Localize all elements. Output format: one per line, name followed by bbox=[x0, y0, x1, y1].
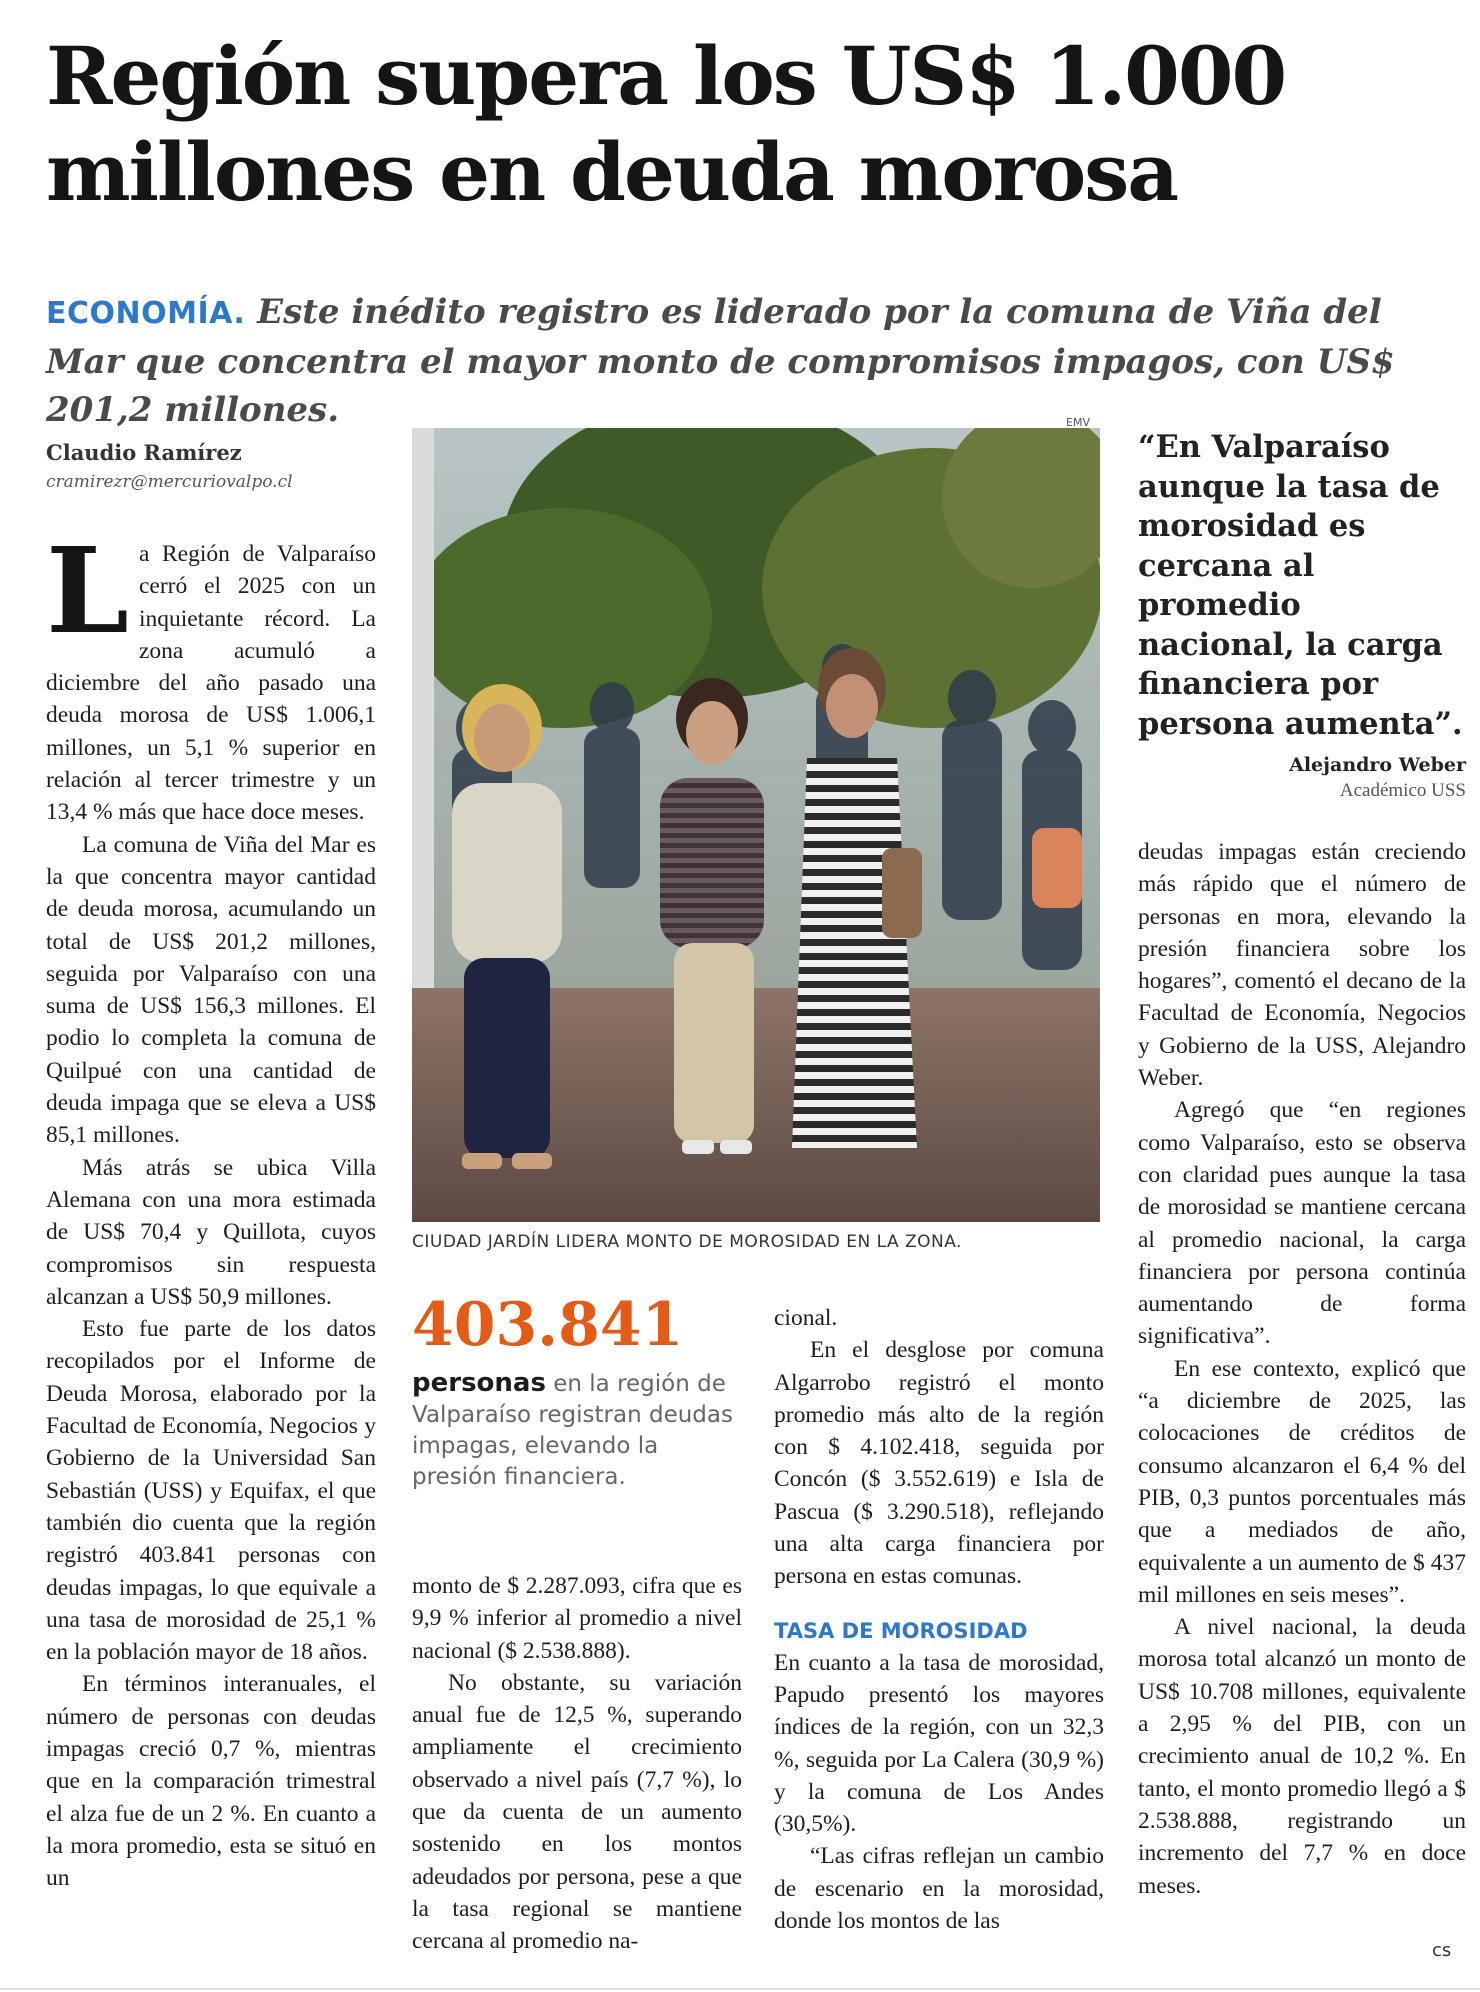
paragraph: En cuanto a la tasa de morosidad, Papudo presentó los mayores índices de la región, con un 32,3 %, seguida por La Calera (30,9 %) y la comuna de Los Andes (30,5%). bbox=[774, 1649, 1104, 1838]
stat-description bbox=[412, 1368, 742, 1493]
quote-role: Académico USS bbox=[1339, 780, 1466, 801]
paragraph: La comuna de Viña del Mar es la que concentra mayor cantidad de deuda morosa, acumulando un total de US$ 201,2 millones, seguida por Valparaíso con una suma de US$ 156,3 millones. El podio lo completa la comuna de Quilpué con una cantidad de deuda impaga que se eleva a US$ 85,1 millones. bbox=[46, 831, 376, 1149]
deck-text: Este inédito registro es liderado por la comuna de Viña del Mar que concentra el mayor monto de compromisos impagos, con US$ 201,2 millones. bbox=[46, 292, 1395, 430]
stat-box bbox=[412, 1290, 742, 1493]
subheading: TASA DE MOROSIDAD bbox=[774, 1618, 1028, 1643]
photo-credit: EMV bbox=[1066, 416, 1090, 429]
paragraph: En términos interanuales, el número de personas con deudas impagas creció 0,7 %, mientras que en la comparación trimestral el alza fue de un 2 %. En cuanto a la mora promedio, esta se situó en un bbox=[46, 1671, 376, 1892]
paragraph: deudas impagas están creciendo más rápido que el número de personas en mora, elevando la presión financiera sobre los hogares”, comentó el decano de la Facultad de Economía, Negocios y Gobierno de la USS, Alejandro Weber. bbox=[1138, 839, 1466, 1092]
headline: Región supera los US$ 1.000 millones en deuda morosa bbox=[46, 29, 1286, 219]
paragraph: En ese contexto, explicó que “a diciembre de 2025, las colocaciones de créditos de consumo alcanzaron el 6,4 % del PIB, 0,3 puntos porcentuales más que a mediados de año, equivalente a un aumento de $ 437 mil millones en seis meses”. bbox=[1138, 1355, 1466, 1608]
paragraph: a Región de Valparaíso cerró el 2025 con un inquietante récord. La zona acumuló a diciembre del año pasado una deuda morosa de US$ 1.006,1 millones, un 5,1 % superior en relación al tercer trimestre y un 13,4 % más que hace doce meses. bbox=[46, 541, 376, 826]
paragraph: En el desglose por comuna Algarrobo registró el monto promedio más alto de la región con $ 4.102.418, seguida por Concón ($ 3.552.619) e Isla de Pascua ($ 3.290.518), reflejando una alta carga financiera por persona en estas comunas. bbox=[774, 1337, 1104, 1590]
paragraph: monto de $ 2.287.093, cifra que es 9,9 % inferior al promedio a nivel nacional ($ 2.538.888). bbox=[412, 1573, 742, 1664]
stat-unit: personas bbox=[412, 1368, 546, 1398]
section-label: ECONOMÍA. bbox=[46, 296, 246, 331]
paragraph: No obstante, su variación anual fue de 12,5 %, superando ampliamente el crecimiento observado a nivel país (7,7 %), lo que da cuenta de un aumento sostenido en los montos adeudados por persona, pese a que la tasa regional se mantiene cercana al promedio na- bbox=[412, 1669, 742, 1955]
author-email[interactable]: cramirezr@mercuriovalpo.cl bbox=[46, 472, 293, 492]
photo-illustration bbox=[412, 428, 1100, 1222]
author-name: Claudio Ramírez bbox=[46, 440, 242, 465]
byline bbox=[46, 438, 293, 496]
body-column-1 bbox=[46, 521, 376, 1894]
end-mark-icon: cs bbox=[1432, 1940, 1452, 1961]
paragraph: A nivel nacional, la deuda morosa total alcanzó un monto de US$ 10.708 millones, equivalente a 2,95 % del PIB, con un crecimiento anual de 10,2 %. En tanto, el monto promedio llegó a $ 2.538.888, registrando un incremento del 7,7 % en doce meses. bbox=[1138, 1614, 1466, 1899]
paragraph: “Las cifras reflejan un cambio de escenario en la morosidad, donde los montos de las bbox=[774, 1843, 1104, 1935]
paragraph: Más atrás se ubica Villa Alemana con una mora estimada de US$ 70,4 y Quillota, cuyos compromisos sin respuesta alcanzan a US$ 50,9 millones. bbox=[46, 1154, 376, 1310]
stat-number: 403.841 bbox=[412, 1290, 684, 1360]
quote-text: “En Valparaíso aunque la tasa de morosidad es cercana al promedio nacional, la carga financiera por persona aumenta”. bbox=[1138, 429, 1463, 742]
body-column-3 bbox=[774, 1302, 1104, 1937]
backpack-person bbox=[1032, 828, 1082, 908]
dropcap: L bbox=[46, 521, 129, 660]
paragraph: cional. bbox=[774, 1305, 838, 1331]
quote-author: Alejandro Weber bbox=[1289, 754, 1466, 776]
paragraph: Esto fue parte de los datos recopilados por el Informe de Deuda Morosa, elaborado por la Facultad de Economía, Negocios y Gobierno de la Universidad San Sebastián (USS) y Equifax, el que también dio cuenta que la región registró 403.841 personas con deudas impagas, lo que equivale a una tasa de morosidad de 25,1 % en la población mayor de 18 años. bbox=[46, 1316, 376, 1666]
deck bbox=[46, 288, 1446, 434]
pull-quote bbox=[1138, 428, 1466, 802]
photo-caption: CIUDAD JARDÍN LIDERA MONTO DE MOROSIDAD EN LA ZONA. bbox=[412, 1232, 962, 1252]
body-column-4 bbox=[1138, 836, 1466, 1902]
paragraph: Agregó que “en regiones como Valparaíso, esto se observa con claridad pues aunque la tasa de morosidad se mantiene cercana al promedio nacional, la carga financiera por persona continúa aumentando de forma significativa”. bbox=[1138, 1097, 1466, 1350]
news-photo bbox=[412, 428, 1100, 1222]
body-column-2 bbox=[412, 1570, 742, 1958]
stat-text: en la región de Valparaíso registran deudas impagas, elevando la presión financiera. bbox=[412, 1371, 733, 1490]
bottom-rule bbox=[0, 1988, 1480, 1990]
